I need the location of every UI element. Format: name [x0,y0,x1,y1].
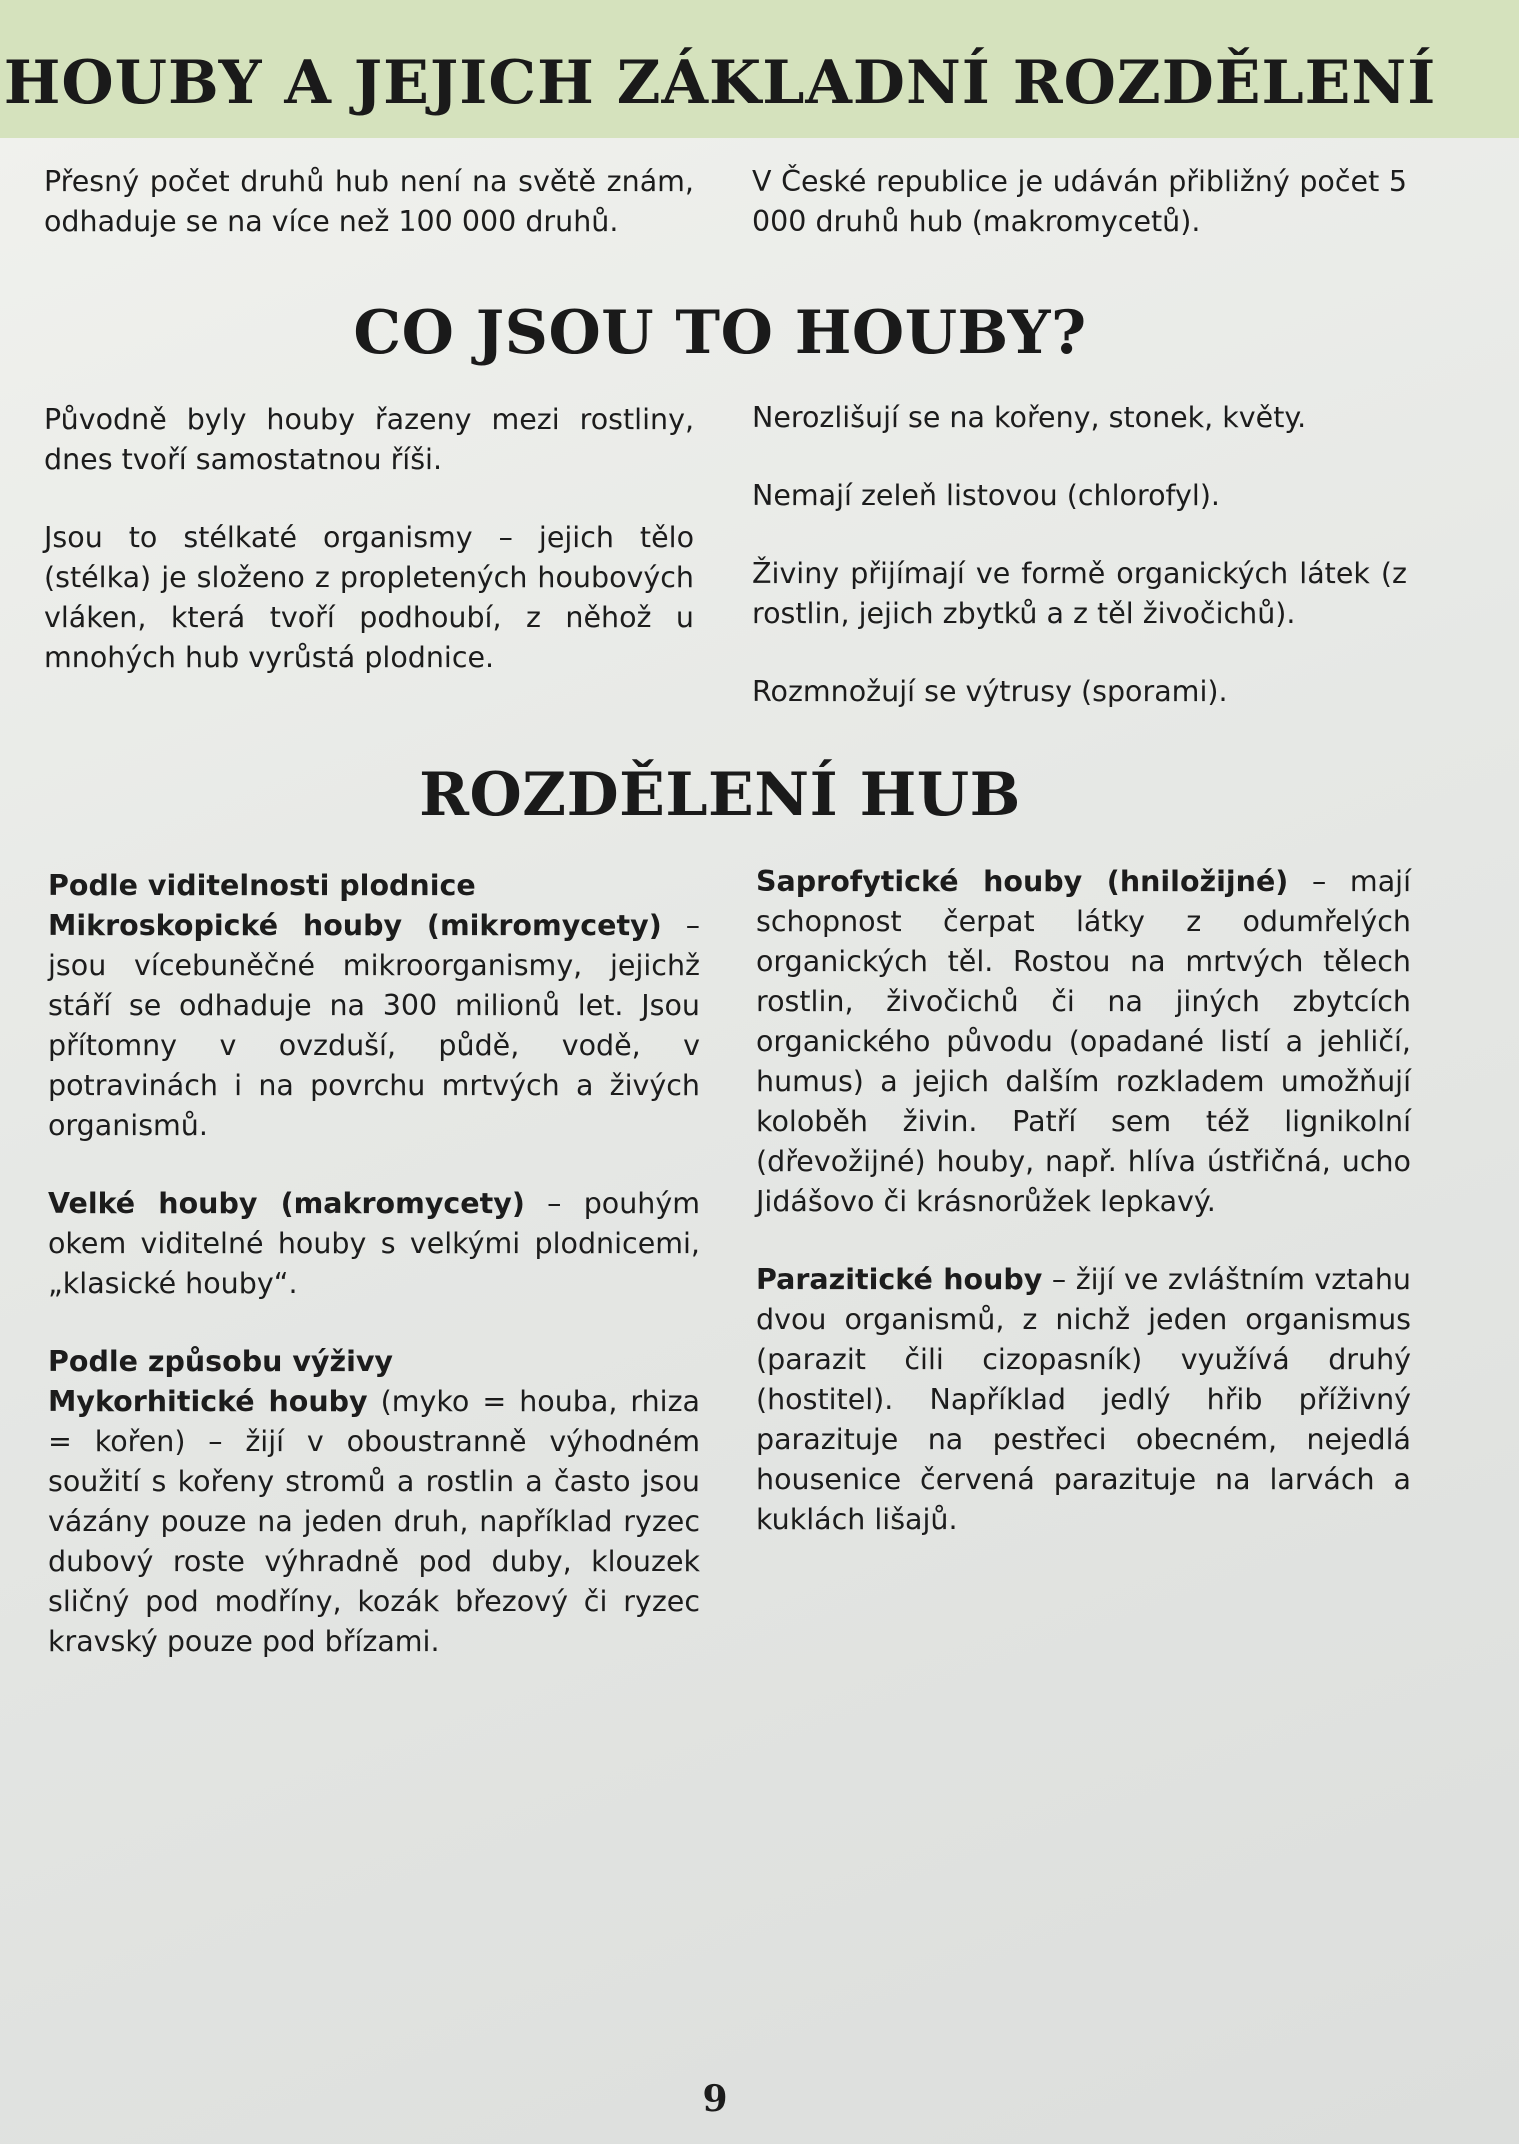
intro-right [752,162,1407,242]
page-title: HOUBY A JEJICH ZÁKLADNÍ ROZDĚLENÍ [3,48,1437,118]
section1-left-column [44,400,694,678]
saprophytic-text: – mají schopnost čerpat látky z odumřelých organických těl. Rostou na mrtvých tělech rostlin, živočichů či na jiných zbytcích organického původu (opadané listí a jehličí, humus) a jejich dalším rozkladem umožňují koloběh živin. Patří sem též lignikolní (dřevožijné) houby, např. hlíva ústřičná, ucho Jidášovo či krásnorůžek lepkavý. [756,865,1411,1218]
intro-right-text: V České republice je udáván přibližný počet 5 000 druhů hub (makromycetů). [752,165,1407,238]
section1-right-para-3: Živiny přijímají ve formě organických látek (z rostlin, jejich zbytků a z těl živočichů). [752,557,1407,630]
parasitic-text: – žijí ve zvláštním vztahu dvou organismů, z nichž jeden organismus (parazit čili cizopasník) využívá druhý (hostitel). Například jedlý hřib příživný parazituje na pestřeci obecném, nejedlá housenice červená parazituje na larvách a kuklách lišajů. [756,1263,1411,1536]
intro-left-text: Přesný počet druhů hub není na světě znám, odhaduje se na více než 100 000 druhů. [44,165,694,238]
section2-left-column [48,866,700,1662]
section1-right-para-2: Nemají zeleň listovou (chlorofyl). [752,479,1220,512]
macromycetes-term: Velké houby (makromycety) [48,1187,525,1220]
macromycetes-text: – pouhým okem viditelné houby s velkými plodnicemi, „klasické houby“. [48,1187,700,1300]
micromycetes-text: – jsou vícebuněčné mikroorganismy, jejichž stáří se odhaduje na 300 milionů let. Jsou přítomny v ovzduší, půdě, vodě, v potravinách i na povrchu mrtvých a živých organismů. [48,909,700,1142]
section1-right-column [752,398,1407,712]
mycorrhizal-paragraph [48,1382,700,1662]
subheading-visibility: Podle viditelnosti plodnice [48,869,476,902]
micromycetes-term: Mikroskopické houby (mikromycety) [48,909,662,942]
mycorrhizal-text: (myko = houba, rhiza = kořen) – žijí v oboustranně výhodném soužití s kořeny stromů a rostlin a často jsou vázány pouze na jeden druh, například ryzec dubový roste výhradně pod duby, klouzek sličný pod modříny, kozák březový či ryzec kravský pouze pod břízami. [48,1385,701,1658]
section-heading-what-are-fungi: CO JSOU TO HOUBY? [353,298,1087,368]
section1-left-para-1: Původně byly houby řazeny mezi rostliny, dnes tvoří samostatnou říši. [44,403,694,476]
mycorrhizal-term: Mykorhitické houby [48,1385,368,1418]
subheading-nutrition: Podle způsobu výživy [48,1345,393,1378]
section2-right-column [756,862,1411,1540]
section-heading-fungi-classification: ROZDĚLENÍ HUB [419,760,1021,830]
micromycetes-paragraph [48,906,700,1146]
section1-left-para-2: Jsou to stélkaté organismy – jejich tělo (stélka) je složeno z propletených houbových vláken, která tvoří podhoubí, z něhož u mnohých hub vyrůstá plodnice. [44,521,694,674]
parasitic-term: Parazitické houby [756,1263,1043,1296]
intro-left [44,162,694,242]
page-number: 9 [702,2078,728,2120]
section1-right-para-1: Nerozlišují se na kořeny, stonek, květy. [752,401,1307,434]
macromycetes-paragraph [48,1184,700,1304]
parasitic-paragraph [756,1260,1411,1540]
section1-right-para-4: Rozmnožují se výtrusy (sporami). [752,675,1228,708]
saprophytic-term: Saprofytické houby (hniložijné) [756,865,1289,898]
saprophytic-paragraph [756,862,1411,1222]
